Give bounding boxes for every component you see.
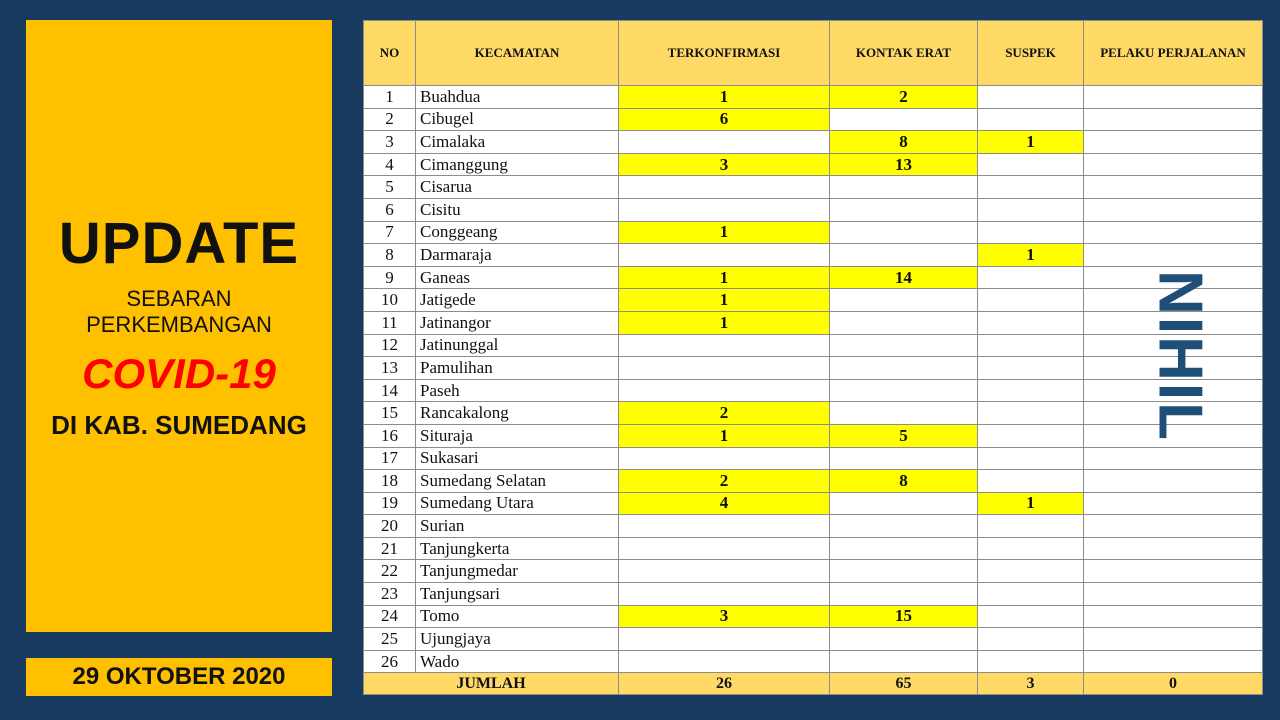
row-no: 25 [364,628,416,651]
row-no: 26 [364,650,416,673]
row-kontak-erat [830,537,978,560]
row-kontak-erat [830,357,978,380]
header-kontak-erat: KONTAK ERAT [830,21,978,86]
table-row [364,198,1263,221]
row-kontak-erat [830,402,978,425]
row-kontak-erat [830,492,978,515]
row-kontak-erat [830,108,978,131]
row-suspek [978,266,1084,289]
row-kecamatan: Cibugel [416,108,619,131]
header-no: NO [364,21,416,86]
table-row [364,311,1263,334]
row-kecamatan: Tanjungsari [416,583,619,606]
row-terkonfirmasi [619,560,830,583]
row-kecamatan: Cimalaka [416,131,619,154]
row-no: 4 [364,153,416,176]
row-terkonfirmasi: 3 [619,605,830,628]
row-no: 12 [364,334,416,357]
update-title: UPDATE [58,211,300,276]
row-kontak-erat: 5 [830,424,978,447]
row-kontak-erat [830,447,978,470]
row-terkonfirmasi [619,334,830,357]
row-kecamatan: Jatigede [416,289,619,312]
table-row [364,470,1263,493]
row-kecamatan: Jatinangor [416,311,619,334]
row-suspek [978,537,1084,560]
total-terkonfirmasi: 26 [619,673,830,695]
row-kecamatan: Tanjungkerta [416,537,619,560]
row-kontak-erat: 8 [830,470,978,493]
row-no: 16 [364,424,416,447]
row-pelaku-perjalanan [1084,515,1263,538]
row-terkonfirmasi [619,447,830,470]
table-row [364,266,1263,289]
row-kontak-erat [830,198,978,221]
row-terkonfirmasi: 2 [619,470,830,493]
row-suspek [978,628,1084,651]
row-no: 15 [364,402,416,425]
row-pelaku-perjalanan [1084,131,1263,154]
row-pelaku-perjalanan [1084,86,1263,109]
header-kecamatan: KECAMATAN [416,21,619,86]
row-suspek [978,198,1084,221]
row-kecamatan: Conggeang [416,221,619,244]
row-kontak-erat [830,379,978,402]
row-pelaku-perjalanan [1084,492,1263,515]
row-terkonfirmasi [619,198,830,221]
header-row [364,21,1263,86]
row-kecamatan: Darmaraja [416,244,619,267]
row-no: 24 [364,605,416,628]
row-pelaku-perjalanan [1084,470,1263,493]
row-terkonfirmasi [619,537,830,560]
row-suspek [978,379,1084,402]
row-terkonfirmasi: 6 [619,108,830,131]
table-row [364,176,1263,199]
row-suspek [978,583,1084,606]
row-suspek [978,221,1084,244]
row-suspek [978,424,1084,447]
row-kecamatan: Tanjungmedar [416,560,619,583]
row-suspek [978,357,1084,380]
row-kecamatan: Ganeas [416,266,619,289]
row-terkonfirmasi [619,628,830,651]
total-pelaku-perjalanan: 0 [1084,673,1263,695]
row-pelaku-perjalanan [1084,628,1263,651]
subtitle-line-1: SEBARAN [126,286,232,311]
row-terkonfirmasi: 1 [619,289,830,312]
row-terkonfirmasi: 1 [619,311,830,334]
row-kontak-erat [830,334,978,357]
row-kontak-erat [830,244,978,267]
row-suspek [978,447,1084,470]
row-suspek: 1 [978,244,1084,267]
row-pelaku-perjalanan [1084,108,1263,131]
row-kontak-erat: 2 [830,86,978,109]
row-terkonfirmasi: 1 [619,86,830,109]
row-no: 14 [364,379,416,402]
table-row [364,402,1263,425]
row-terkonfirmasi: 4 [619,492,830,515]
row-terkonfirmasi [619,379,830,402]
row-terkonfirmasi [619,583,830,606]
subtitle-line-2: PERKEMBANGAN [86,312,272,337]
row-no: 19 [364,492,416,515]
row-terkonfirmasi [619,357,830,380]
row-kecamatan: Ujungjaya [416,628,619,651]
row-terkonfirmasi [619,176,830,199]
row-no: 23 [364,583,416,606]
table-row [364,650,1263,673]
total-kontak-erat: 65 [830,673,978,695]
row-no: 11 [364,311,416,334]
row-kontak-erat [830,311,978,334]
row-terkonfirmasi: 1 [619,221,830,244]
row-kontak-erat: 14 [830,266,978,289]
row-kecamatan: Wado [416,650,619,673]
row-no: 7 [364,221,416,244]
row-terkonfirmasi: 1 [619,424,830,447]
covid-title: COVID-19 [82,350,276,397]
row-suspek [978,402,1084,425]
table-body [364,86,1263,673]
row-terkonfirmasi [619,650,830,673]
row-pelaku-perjalanan [1084,221,1263,244]
row-kecamatan: Cimanggung [416,153,619,176]
row-no: 22 [364,560,416,583]
row-kecamatan: Surian [416,515,619,538]
row-suspek [978,605,1084,628]
total-row [364,673,1263,695]
table-row [364,221,1263,244]
row-suspek [978,176,1084,199]
row-suspek: 1 [978,131,1084,154]
row-kontak-erat [830,289,978,312]
row-pelaku-perjalanan [1084,583,1263,606]
table-row [364,357,1263,380]
row-kecamatan: Pamulihan [416,357,619,380]
row-kontak-erat: 15 [830,605,978,628]
region-line: DI KAB. SUMEDANG [51,410,307,440]
row-kontak-erat [830,583,978,606]
row-kecamatan: Cisarua [416,176,619,199]
banner-panel [26,20,332,632]
table-row [364,153,1263,176]
row-no: 9 [364,266,416,289]
row-kecamatan: Rancakalong [416,402,619,425]
table-row [364,515,1263,538]
row-kontak-erat [830,515,978,538]
row-kontak-erat [830,628,978,651]
row-no: 20 [364,515,416,538]
row-suspek [978,560,1084,583]
row-suspek [978,86,1084,109]
row-no: 17 [364,447,416,470]
row-no: 8 [364,244,416,267]
header-terkonfirmasi: TERKONFIRMASI [619,21,830,86]
table-row [364,244,1263,267]
row-kontak-erat: 8 [830,131,978,154]
table-row [364,560,1263,583]
row-terkonfirmasi: 3 [619,153,830,176]
row-suspek: 1 [978,492,1084,515]
table-row [364,334,1263,357]
row-no: 3 [364,131,416,154]
row-pelaku-perjalanan [1084,198,1263,221]
table-row [364,108,1263,131]
row-no: 2 [364,108,416,131]
row-suspek [978,515,1084,538]
row-kecamatan: Tomo [416,605,619,628]
row-suspek [978,289,1084,312]
table-row [364,583,1263,606]
row-pelaku-perjalanan [1084,244,1263,267]
row-kontak-erat [830,650,978,673]
header-suspek: SUSPEK [978,21,1084,86]
table-row [364,628,1263,651]
row-no: 1 [364,86,416,109]
row-suspek [978,650,1084,673]
table-row [364,131,1263,154]
total-suspek: 3 [978,673,1084,695]
row-kecamatan: Cisitu [416,198,619,221]
table-row [364,447,1263,470]
table-row [364,86,1263,109]
row-terkonfirmasi: 2 [619,402,830,425]
table-row [364,379,1263,402]
row-pelaku-perjalanan [1084,537,1263,560]
row-kecamatan: Paseh [416,379,619,402]
row-kecamatan: Situraja [416,424,619,447]
row-pelaku-perjalanan [1084,153,1263,176]
row-kontak-erat [830,221,978,244]
row-no: 5 [364,176,416,199]
row-terkonfirmasi [619,131,830,154]
table-row [364,289,1263,312]
row-suspek [978,311,1084,334]
row-kontak-erat [830,560,978,583]
row-terkonfirmasi [619,515,830,538]
table-row [364,537,1263,560]
row-no: 6 [364,198,416,221]
row-kecamatan: Buahdua [416,86,619,109]
row-suspek [978,470,1084,493]
row-pelaku-perjalanan [1084,447,1263,470]
date-box: 29 OKTOBER 2020 [26,658,332,696]
row-suspek [978,108,1084,131]
row-kontak-erat [830,176,978,199]
row-pelaku-perjalanan [1084,560,1263,583]
row-no: 13 [364,357,416,380]
table-row [364,605,1263,628]
row-kecamatan: Sukasari [416,447,619,470]
row-no: 18 [364,470,416,493]
row-pelaku-perjalanan [1084,176,1263,199]
row-pelaku-perjalanan [1084,605,1263,628]
covid-data-table [363,20,1263,695]
row-suspek [978,153,1084,176]
total-label: JUMLAH [364,673,619,695]
row-terkonfirmasi [619,244,830,267]
row-no: 10 [364,289,416,312]
row-kecamatan: Jatinunggal [416,334,619,357]
row-kecamatan: Sumedang Utara [416,492,619,515]
nihil-label: NIHIL [1145,270,1215,442]
table-row [364,492,1263,515]
header-pelaku-perjalanan: PELAKU PERJALANAN [1084,21,1263,86]
row-terkonfirmasi: 1 [619,266,830,289]
row-suspek [978,334,1084,357]
row-kontak-erat: 13 [830,153,978,176]
table-row [364,424,1263,447]
row-pelaku-perjalanan [1084,650,1263,673]
row-no: 21 [364,537,416,560]
row-kecamatan: Sumedang Selatan [416,470,619,493]
